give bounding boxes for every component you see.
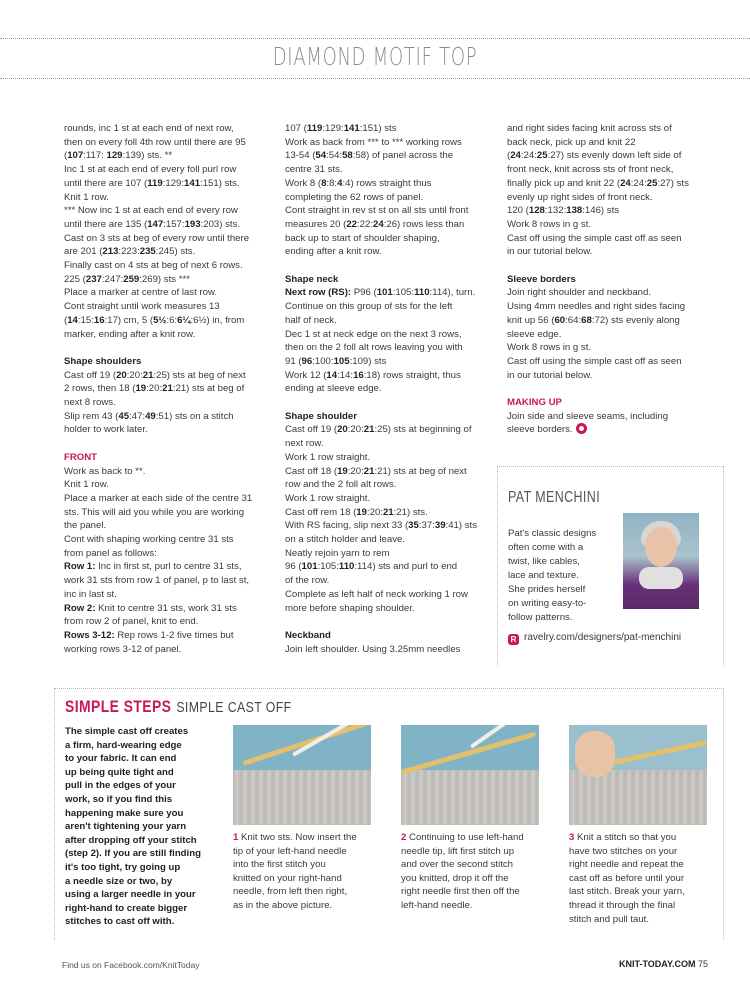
- text: Knit 1 row.: [64, 479, 109, 491]
- end-mark-icon: [576, 423, 587, 434]
- text: and right sides facing knit across sts of back neck, pick up and knit 22 (: [507, 123, 672, 162]
- text: 68: [581, 314, 592, 326]
- text: Inc in first st, purl to centre 31 sts, work 31 sts from row 1 of panel, p to last st, inc in last st.: [64, 561, 250, 600]
- text: Knit two sts. Now insert the tip of your left-hand needle into the first stitch you knitted on your right-hand needle, from left then right, as in the above picture.: [233, 832, 357, 911]
- text: :72) sts evenly along sleeve edge.: [507, 314, 680, 340]
- step-3-text: [569, 831, 709, 926]
- text: 22: [346, 218, 357, 230]
- text: Complete as left half of neck working 1 row more before shaping shoulder.: [285, 588, 468, 614]
- text: 21: [142, 369, 154, 381]
- text: 119: [147, 177, 163, 189]
- column-2: [285, 122, 497, 656]
- ravelry-icon: R: [508, 634, 519, 645]
- text: Using 4mm needles and right sides facing knit up 56 (: [507, 301, 686, 326]
- text: :47:: [129, 410, 146, 422]
- text: 2: [401, 832, 407, 843]
- text: :25) sts at beginning of next row.: [285, 424, 472, 450]
- text: :245) sts.: [155, 246, 196, 258]
- text: 101: [376, 287, 393, 299]
- text: :8:: [326, 177, 338, 189]
- section-heading-sleeve-borders: Sleeve borders: [507, 273, 576, 285]
- section-heading-shape-neck: Shape neck: [285, 273, 339, 285]
- text: 14: [67, 314, 78, 326]
- text: :18) rows straight, thus ending at sleeve edge.: [285, 369, 461, 395]
- text: Work 8 rows in g st.: [507, 342, 592, 354]
- text: 21: [363, 465, 375, 477]
- text: :146) sts: [582, 205, 620, 217]
- text: Work 1 row straight.: [285, 492, 371, 504]
- text: :20:: [347, 424, 364, 436]
- text: SIMPLE CAST OFF: [176, 699, 292, 716]
- text: Rep rows 1-2 five times but working rows 3-12 of panel.: [64, 629, 234, 655]
- footer-facebook[interactable]: Find us on Facebook.com/KnitToday: [62, 960, 200, 970]
- text: :54:: [326, 150, 343, 162]
- text: 21: [382, 506, 394, 518]
- text: 39: [434, 520, 446, 532]
- author-link[interactable]: [508, 632, 681, 645]
- text: 14: [326, 369, 338, 381]
- text: 54: [315, 150, 327, 162]
- text: (: [64, 150, 68, 162]
- text: Inc 1 st at each end of every foll purl row until there are 107 (: [64, 164, 237, 189]
- text: Rows 3-12:: [64, 629, 115, 641]
- text: 119: [306, 123, 323, 134]
- page-title: DIAMOND MOTIF TOP: [272, 42, 478, 71]
- text: :21) sts at beg of next row and the 2 foll alt rows.: [285, 465, 467, 491]
- text: :24:: [520, 150, 537, 162]
- footer-site-page: [619, 959, 708, 969]
- simple-steps-title: [65, 697, 292, 717]
- text: Cast off 19 (: [285, 424, 338, 436]
- text: Work 8 rows in g st.: [507, 218, 592, 230]
- text: :100:: [312, 355, 334, 367]
- knitted-fabric: [233, 770, 371, 825]
- text: Work 8 (: [285, 177, 322, 189]
- text: 21: [162, 383, 173, 395]
- simple-steps-box: [54, 688, 724, 940]
- text: Neatly rejoin yarn to rem 96 (: [285, 547, 390, 573]
- text: With RS facing, slip next 33 (: [285, 520, 409, 532]
- text: :20:: [366, 506, 383, 518]
- text: :129:: [162, 177, 185, 189]
- text: 4: [337, 177, 343, 189]
- text: 16: [353, 369, 364, 381]
- step-3-photo: [569, 725, 707, 825]
- text: 213: [102, 246, 119, 258]
- text: :20:: [146, 383, 163, 395]
- photo-face: [645, 527, 677, 567]
- text: Join side and sleeve seams, including sleeve borders.: [507, 410, 669, 436]
- text: 138: [566, 205, 583, 217]
- text: 1: [233, 832, 239, 843]
- spacer: [285, 396, 497, 410]
- text: :132:: [544, 205, 567, 217]
- text: 193: [184, 218, 201, 230]
- text: 235: [139, 246, 156, 258]
- text: Cast on 3 sts at beg of every row until there are 201 (: [64, 232, 250, 258]
- text: 45: [118, 410, 130, 422]
- text: :21) sts.: [393, 506, 428, 518]
- text: 19: [356, 506, 367, 518]
- text: 58: [342, 150, 353, 162]
- knitted-fabric: [401, 770, 539, 825]
- text: :37:: [418, 520, 435, 532]
- step-1-text: [233, 831, 373, 913]
- text: :22:: [357, 218, 374, 230]
- text: :51) sts on a stitch holder to work later.: [64, 410, 234, 436]
- section-heading-shape-shoulder: Shape shoulder: [285, 410, 357, 422]
- text: 24: [373, 218, 384, 230]
- text: :27) sts evenly down left side of front neck, knit across sts of front neck, finally pick up and knit 22 (: [507, 150, 682, 189]
- text: :20:: [347, 465, 364, 477]
- text: Cast off using the simple cast off as seen in our tutorial below.: [507, 232, 682, 258]
- text: ravelry.com/designers/pat-menchini: [524, 632, 682, 643]
- text: Work 1 row straight.: [285, 451, 371, 463]
- section-heading-shape-shoulders: Shape shoulders: [64, 355, 142, 367]
- text: Knit to centre 31 sts, work 31 sts from row 2 of panel, knit to end.: [64, 602, 237, 628]
- text: :109) sts: [349, 355, 387, 367]
- text: 107: [67, 150, 84, 162]
- text: Slip rem 43 (: [64, 410, 119, 422]
- text: Place a marker at centre of last row.: [64, 287, 218, 299]
- text: :14:: [337, 369, 354, 381]
- text: :17) cm, 5 (: [104, 314, 154, 326]
- text: 49: [145, 410, 156, 422]
- text: Next row (RS):: [285, 287, 352, 299]
- text: :139) sts. **: [122, 150, 173, 162]
- text: Cast off using the simple cast off as seen in our tutorial below.: [507, 355, 682, 381]
- author-name: PAT MENCHINI: [508, 489, 601, 506]
- text: 3: [569, 832, 575, 843]
- text: :114) sts and purl to end of the row.: [285, 561, 458, 587]
- text: 24: [510, 150, 521, 162]
- step-2-text: [401, 831, 541, 913]
- text: Join left shoulder. Using 3.25mm needles: [285, 643, 461, 655]
- text: :20:: [126, 369, 143, 381]
- author-box: [497, 466, 724, 666]
- text: 8: [321, 177, 327, 189]
- text: 237: [85, 273, 102, 285]
- text: Row 2:: [64, 602, 96, 614]
- text: :157:: [163, 218, 185, 230]
- text: Work 12 (: [285, 369, 327, 381]
- text: Cast off rem 18 (: [285, 506, 357, 518]
- photo-scarf: [639, 567, 683, 589]
- text: :151) sts: [359, 123, 397, 134]
- text: :25) sts at beg of next 2 rows, then 18 (: [64, 369, 246, 395]
- text: SIMPLE STEPS: [65, 697, 172, 716]
- text: 21: [363, 424, 375, 436]
- text: 141: [343, 123, 360, 134]
- hand-shape: [575, 731, 615, 777]
- text: 25: [646, 177, 658, 189]
- text: 110: [338, 561, 355, 573]
- section-heading-front: FRONT: [64, 451, 98, 463]
- text: :27) sts evenly up right sides of front neck. 120 (: [507, 177, 689, 217]
- text: :6½) in, from marker, ending after a knit row.: [64, 314, 245, 340]
- text: :41) sts on a stitch holder and leave.: [285, 520, 477, 546]
- spacer: [64, 341, 276, 355]
- text: :247:: [101, 273, 124, 285]
- text: 141: [184, 177, 201, 189]
- text: :129:: [322, 123, 344, 134]
- text: :26) rows less than back up to start of shoulder shaping, ending after a knit row.: [285, 218, 465, 258]
- text: :203) sts.: [200, 218, 241, 230]
- text: 129: [106, 150, 123, 162]
- knitted-fabric: [569, 770, 707, 825]
- section-heading-making-up: MAKING UP: [507, 397, 562, 409]
- simple-steps-intro: The simple cast off creates a firm, hard-wearing edge to your fabric. It can end up being quite tight and pull in the edges of your work, so if you find this happening make sure you aren't tightening your yarn after dropping off your stitch (step 2). If you are still finding it's too tight, try going up a needle size or two, by using a larger needle in your right-hand to create bigger stitches to cast off with.: [65, 726, 201, 928]
- text: Finally cast on 4 sts at beg of next 6 rows. 225 (: [64, 260, 243, 285]
- text: Cast off 19 (: [64, 369, 117, 381]
- text: 20: [116, 369, 127, 381]
- text: :114), turn.: [429, 287, 476, 299]
- text: :151) sts.: [200, 177, 240, 189]
- text: :105:: [317, 561, 339, 573]
- text: Row 1:: [64, 561, 96, 573]
- text: Continue on this group of sts for the left half of neck.: [285, 301, 453, 326]
- text: :15:: [77, 314, 94, 326]
- spacer: [285, 615, 497, 629]
- text: Knit a stitch so that you have two stitches on your right needle and repeat the cast off as before until your last stitch. Break your yarn, thread it through the final stitch and pull taut.: [569, 832, 685, 925]
- text: 101: [301, 561, 318, 573]
- text: Cont straight in rev st st on all sts until front measures 20 (: [285, 205, 469, 230]
- spacer: [507, 259, 727, 273]
- text: :223:: [118, 246, 140, 258]
- column-1: [64, 122, 276, 656]
- page-number: 75: [697, 959, 708, 969]
- text: Continuing to use left-hand needle tip, lift first stitch up and over the second stitch you knitted, drop it off the right needle first then off the left-hand needle.: [401, 832, 524, 911]
- step-1-photo: [233, 725, 371, 825]
- spacer: [64, 437, 276, 451]
- text: :4) rows straight thus completing the 62 rows of panel.: [285, 177, 432, 203]
- text: 16: [93, 314, 105, 326]
- text: 6¼: [177, 314, 191, 326]
- text: rounds, inc 1 st at each end of next row, then on every foll 4th row until there are 95: [64, 123, 246, 148]
- header-top-rule: [0, 38, 750, 39]
- text: :64:: [565, 314, 582, 326]
- text: Cont straight until work measures 13 (: [64, 301, 220, 326]
- text: 24: [620, 177, 631, 189]
- text: 259: [123, 273, 140, 285]
- text: :117:: [83, 150, 107, 162]
- author-photo: [623, 513, 699, 609]
- column-3: [507, 122, 727, 437]
- text: Work as back to **.: [64, 465, 146, 477]
- text: *** Now inc 1 st at each end of every row until there are 135 (: [64, 205, 238, 230]
- text: :269) sts ***: [139, 273, 190, 285]
- text: 25: [536, 150, 548, 162]
- text: 96: [301, 355, 313, 367]
- needle-shape: [401, 732, 536, 775]
- author-bio: Pat's classic designs often come with a twist, like cables, lace and texture. She prides herself on writing easy-to- follow patterns.: [508, 528, 597, 623]
- text: 19: [135, 383, 147, 395]
- section-heading-neckband: Neckband: [285, 629, 331, 641]
- text: 147: [147, 218, 164, 230]
- text: 107 (: [285, 123, 307, 134]
- text: 60: [554, 314, 566, 326]
- text: Place a marker at each side of the centre 31 sts. This will aid you while you are working the panel.: [64, 492, 253, 532]
- step-2-photo: [401, 725, 539, 825]
- text: 20: [337, 424, 348, 436]
- spacer: [285, 259, 497, 273]
- text: 110: [414, 287, 430, 299]
- spacer: [507, 382, 727, 396]
- text: 35: [408, 520, 419, 532]
- text: Cont with shaping working centre 31 sts from panel as follows:: [64, 534, 234, 559]
- text: P96 (: [351, 287, 377, 299]
- text: 5½: [153, 314, 167, 326]
- text: Dec 1 st at neck edge on the next 3 rows, then on the 2 foll alt rows leaving you with 91 (: [285, 328, 463, 367]
- text: :105:: [392, 287, 415, 299]
- text: Join right shoulder and neckband.: [507, 287, 652, 299]
- footer-site[interactable]: KNIT-TODAY.COM: [618, 959, 696, 969]
- text: 105: [333, 355, 350, 367]
- text: Cast off 18 (: [285, 465, 338, 477]
- text: Work as back from *** to *** working rows 13-54 (: [285, 136, 462, 162]
- text: Knit 1 row.: [64, 191, 109, 203]
- text: :6:: [166, 314, 178, 326]
- text: :58) of panel across the centre 31 sts.: [285, 150, 454, 176]
- text: :21) sts at beg of next 8 rows.: [64, 383, 245, 409]
- text: :24:: [630, 177, 647, 189]
- text: 128: [528, 205, 545, 217]
- header-bottom-rule: [0, 78, 750, 79]
- text: 19: [337, 465, 348, 477]
